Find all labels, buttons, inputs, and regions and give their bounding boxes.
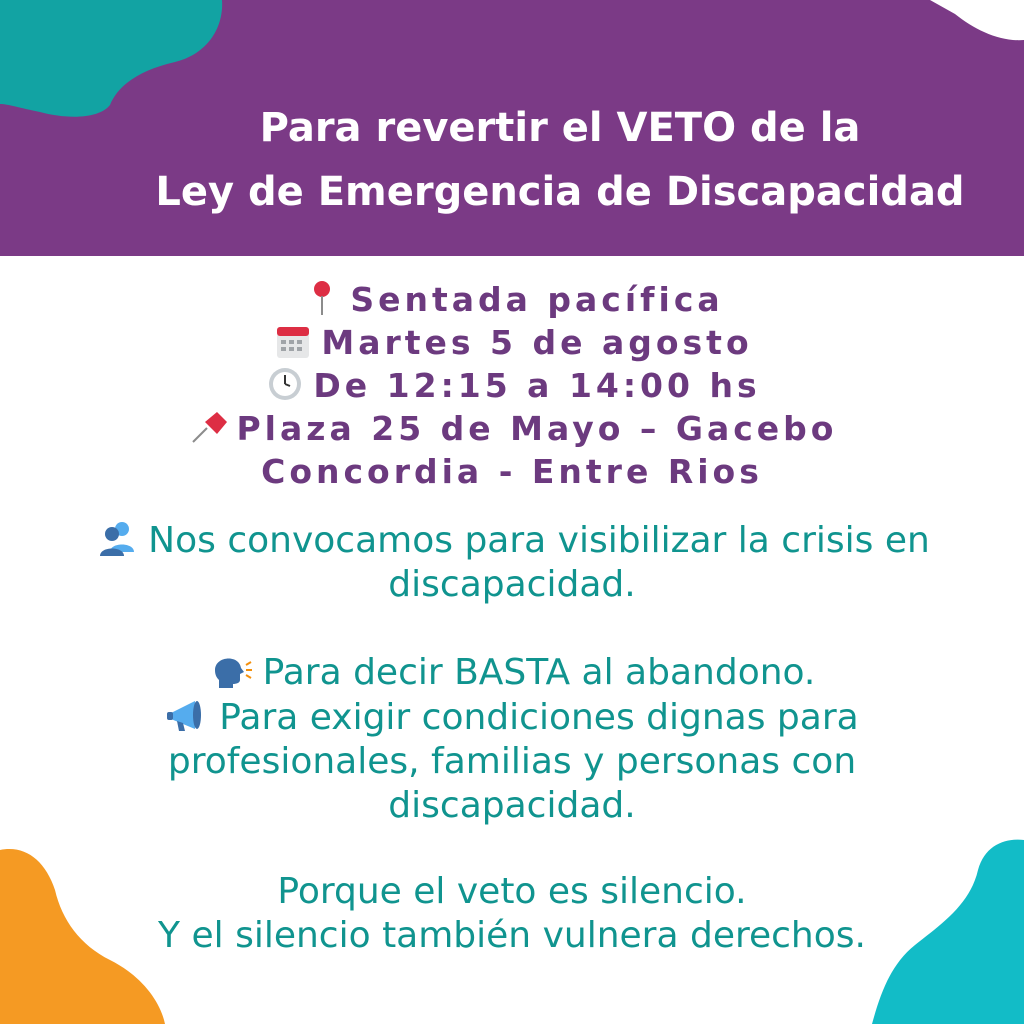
people-icon (94, 518, 140, 558)
round-pushpin-icon (300, 279, 344, 317)
page-title (120, 96, 1000, 224)
event-date (120, 321, 904, 364)
event-place (120, 407, 904, 450)
demand-line-3: discapacidad. (388, 785, 636, 826)
event-date-text: Martes 5 de agosto (321, 323, 753, 362)
basta-line (40, 650, 984, 695)
event-details (120, 278, 904, 493)
message-convocation (40, 518, 984, 607)
demand-line-1-text: Para exigir condiciones dignas para (219, 697, 859, 738)
calendar-icon (271, 322, 315, 360)
pushpin-icon (187, 408, 231, 446)
convocation-line-2: discapacidad. (388, 564, 636, 605)
title-line-2: Ley de Emergencia de Discapacidad (155, 169, 965, 215)
megaphone-icon (165, 695, 211, 735)
event-activity (120, 278, 904, 321)
clock-icon (263, 365, 307, 403)
event-activity-text: Sentada pacífica (350, 280, 724, 319)
closing-line-1: Porque el veto es silencio. (277, 871, 747, 912)
closing-line-2: Y el silencio también vulnera derechos. (158, 915, 866, 956)
event-time (120, 364, 904, 407)
event-city: Concordia - Entre Rios (261, 452, 763, 491)
event-time-text: De 12:15 a 14:00 hs (313, 366, 761, 405)
demand-line-1 (40, 695, 984, 740)
basta-text: Para decir BASTA al abandono. (262, 652, 816, 693)
convocation-line-1-text: Nos convocamos para visibilizar la crisis en (148, 520, 930, 561)
convocation-line-1 (40, 518, 984, 563)
message-closing (40, 870, 984, 958)
blob-white-top-right (930, 0, 1024, 40)
demand-line-2: profesionales, familias y personas con (167, 741, 857, 782)
message-demands (40, 650, 984, 828)
event-place-text: Plaza 25 de Mayo – Gacebo (236, 409, 838, 448)
title-line-1: Para revertir el VETO de la (259, 105, 861, 151)
speaking-head-icon (209, 650, 255, 690)
